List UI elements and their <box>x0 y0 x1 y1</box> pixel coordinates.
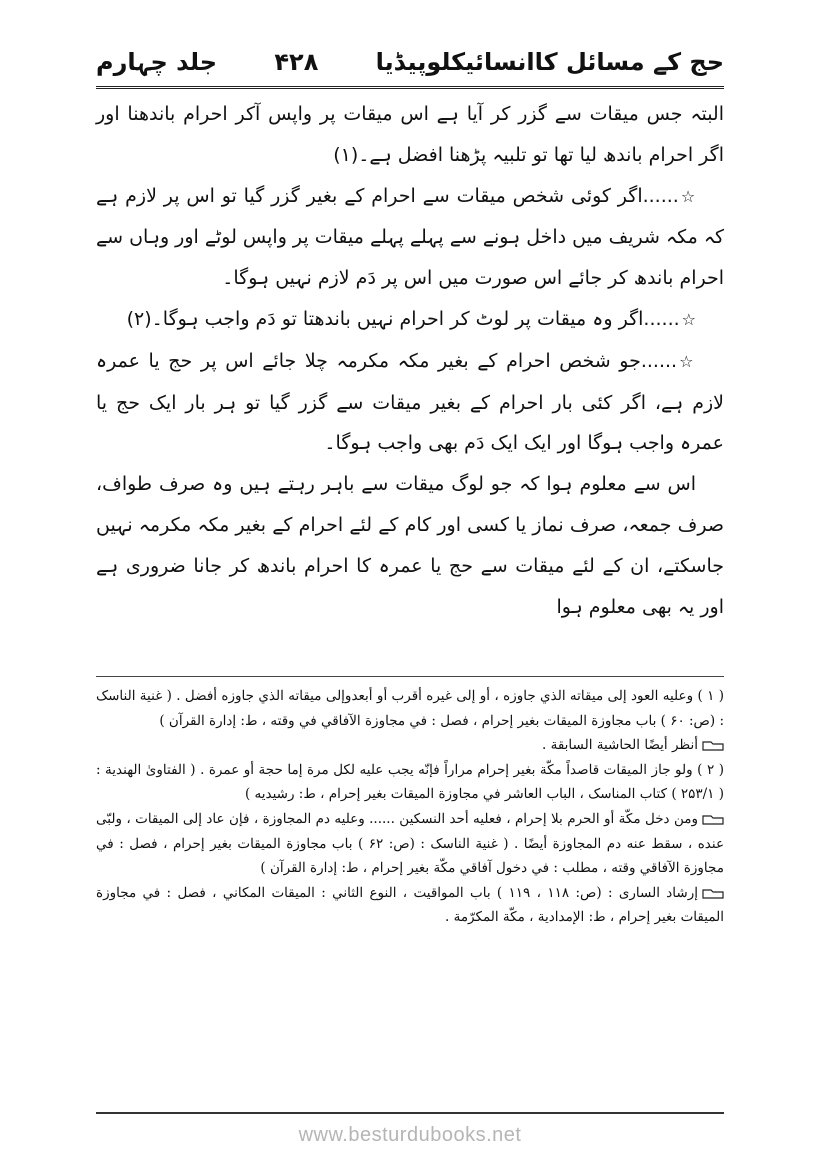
body-paragraph <box>96 94 724 176</box>
body-paragraph <box>96 464 724 627</box>
star-icon: ☆ <box>679 351 697 371</box>
footnote-text: ( ۲ ) ولو جاز الميقات قاصداً مكّة بغير إحرام مراراً فإنّه يجب عليه لكل مرة إما حجة أو عمرة . ( الفتاوىٰ الهندية : ( ۲۵۳/۱ ) كتاب المناسک ، الباب العاشر في مجاوزة الميقات بغير إحرام ، ط: رشيديه ) <box>96 761 724 803</box>
main-text <box>96 94 724 627</box>
star-icon: ☆ <box>681 309 696 329</box>
footnotes <box>96 684 724 930</box>
header-rule <box>96 86 724 89</box>
open-book-icon <box>702 814 724 825</box>
body-paragraph <box>96 176 724 299</box>
body-paragraph-text: ......جو شخص احرام کے بغیر مکہ مکرمہ چلا جائے اس پر حج یا عمرہ لازم ہے، اگر کئی بار احرام کے بغیر میقات سے گزر گیا تو ہر بار ایک حج یا عمرہ واجب ہوگا اور ایک ایک دَم بھی واجب ہوگا۔ <box>96 349 724 455</box>
footnote <box>96 881 724 930</box>
footnote <box>96 807 724 881</box>
footnote-text: ومن دخل مكّة أو الحرم بلا إحرام ، فعليه أحد النسكين ...... وعليه دم المجاوزة ، فإن عاد إلى الميقات ، ولبّى عنده ، سقط عنه دم المجاوزة أيضًا . ( غنية الناسک : (ص: ۶۲ ) باب مجاوزة الميقات بغير إحرام ، فصل : في مجاوزة الآفاقي وقته ، مطلب : في دخول آفاقي مكّة بغير إحرام ، ط: إدارة القرآن ) <box>96 810 724 877</box>
body-paragraph-text: اس سے معلوم ہوا کہ جو لوگ میقات سے باہر رہتے ہیں وہ صرف طواف، صرف جمعہ، صرف نماز یا کسی اور کام کے لئے احرام کے بغیر مکہ مکرمہ نہیں جاسکتے، ان کے لئے میقات سے حج یا عمرہ کا احرام باندھ کر جانا ضروری ہے اور یہ بھی معلوم ہوا <box>96 473 724 618</box>
open-book-icon <box>702 740 724 751</box>
body-paragraph <box>96 341 724 464</box>
footnote-separator <box>96 676 724 677</box>
footnote <box>96 684 724 733</box>
star-icon: ☆ <box>680 186 697 206</box>
footnote <box>96 758 724 807</box>
footnote <box>96 733 724 758</box>
page-header <box>96 40 724 84</box>
book-title: حج کے مسائل کاانسائیکلوپیڈیا <box>375 48 724 76</box>
body-paragraph-text: البتہ جس میقات سے گزر کر آیا ہے اس میقات پر واپس آکر احرام باندھنا اور اگر احرام باندھ لیا تھا تو تلبیہ پڑھنا افضل ہے۔(۱) <box>96 103 724 166</box>
footnote-text: إرشاد السارى : (ص: ۱۱۸ ، ۱۱۹ ) باب المواقيت ، النوع الثاني : الميقات المكاني ، فصل : في مجاوزة الميقات بغير إحرام ، ط: الإمدادية ، مكّة المكرّمة . <box>96 884 724 926</box>
watermark: www.besturdubooks.net <box>298 1124 522 1146</box>
open-book-icon <box>702 888 724 899</box>
footnote-text: أنظر أيضًا الحاشية السابقة . <box>542 737 698 754</box>
body-paragraph-text: ......اگر وہ میقات پر لوٹ کر احرام نہیں باندھتا تو دَم واجب ہوگا۔(۲) <box>126 307 680 330</box>
body-paragraph <box>96 299 724 341</box>
footer-rule <box>96 1112 724 1114</box>
body-paragraph-text: ......اگر کوئی شخص میقات سے احرام کے بغیر گزر گیا تو اس پر لازم ہے کہ مکہ شریف میں داخل ہونے سے پہلے پہلے میقات پر واپس لوٹے اور وہاں سے احرام باندھ کر جائے اس صورت میں اس پر دَم لازم نہیں ہوگا۔ <box>96 184 724 290</box>
volume-label: جلد چہارم <box>96 48 218 76</box>
footnote-text: ( ۱ ) وعليه العود إلى ميقاته الذي جاوزه ، أو إلى غيره أقرب أو أبعدوإلى ميقاته الذي جاوزه أفضل . ( غنية الناسک : (ص: ۶۰ ) باب مجاوزة الميقات بغير إحرام ، فصل : في مجاوزة الآفاقي في وقته ، ط: إدارة القرآن ) <box>96 688 724 729</box>
page-number: ۴۲۸ <box>274 48 319 76</box>
